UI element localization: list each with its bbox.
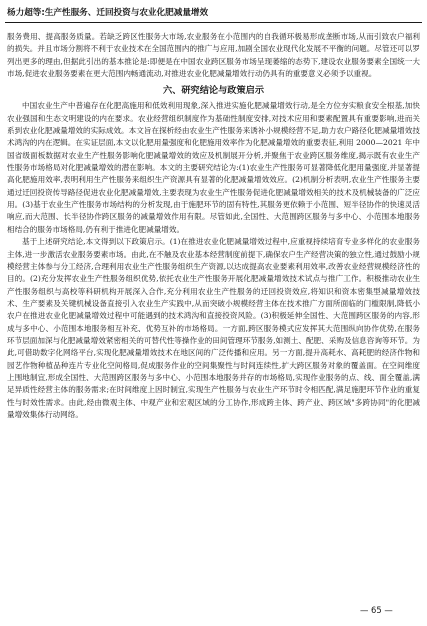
header-rule [5,22,422,23]
section-heading: 六、研究结论与政策启示 [162,85,265,97]
paragraph-policy: 基于上述研究结论,本文得到以下政策启示。(1)在推进农业化肥减量增效过程中,应重视持续培育专业多样化的农业服务主体,进一步激活农业服务要素市场。由此,在不触及农业基本经营制度前提下,确保农户生产经营决策的独立性,通过鼓励小规模经营主体参与分工经济,合理利用农业生产性服务组织生产资源,以达成提高农业要素利用效率,改善农业经营规模经济性的目的。(2)充分发挥农业生产性服务组织优势,依托农业生产性服务开展化肥减量增效技术试点与推广工作。积极推动农业生产性服务组织与高校等科研机构开展深入合作,充分利用农业生产性服务的迁回投资效应,将知识和资本密集型减量增效技术、生产要素及关键机械设备直接引入农业生产实践中,从而突破小规模经营主体在技术推广方面所面临的门槛限制,降低小农户在推进农业化肥减量增效过程中可能遇到的技术鸿沟和直接投资风险。(3)积极延伸全国性、大范围跨区服务的内容,形成与多中心、小范围本地服务相互补充、优势互补的市场格局。一方面,跨区服务模式应发挥其大范围纵向协作优势,在服务环节层面加深与化肥减量增效紧密相关的可替代性等操作业的田间管理环节服务,如测土、配肥、采购及信息咨询等环节。为此,可借助数字化网络平台,实现化肥减量增效技术在地区间的广泛传播和应用。另一方面,提升高耗水、高耗肥的经济作物和园艺作物种植品种连片专业化空间格局,促成服务作业的空间集聚性与时间连续性,扩大跨区服务对象的覆盖面。在空间维度上围地制宜,形成全国性、大范围跨区服务与多中心、小范围本地服务并存的市场格局,实现作业服务的点、线、面全覆盖,满足异质性经营主体的服务需求;在时间维度上因时制宜,实现生产性服务与农业生产环节时令相匹配,满足施肥环节作业的重复性与时效性需求。由此,经由微观主体、中观产业和宏观区域的分工协作,形成跨主体、跨产业、跨区域"多跨协同"的化肥减量增效集体行动网络。 [7,237,421,419]
paragraph-continued: 服务费用、提高服务质量。若缺乏跨区性服务大市场,农业服务在小范围内的自我循环极易形成垄断市场,从而引致农户福利的损失。并且市场分割将不利于农业技术在全国范围内的推广与应用,加剧全国农业现代化发展不平衡的问题。尽管还可以罗列出更多的理由,但据此引出的基本推论是:即便是在中国农业跨区服务市场呈现萎缩的态势下,建设农业服务要素全国统一大市场,促进农业服务要素在更大范围内畅通流动,对推进农业化肥减量增效行动仍具有的重要意义必须予以重视。 [7,32,420,79]
running-header: 杨力超等:生产性服务、迁回投资与农业化肥减量增效 [7,8,209,18]
page-number: — 65 — [360,605,393,615]
article-body [7,31,420,421]
paragraph-conclusions: 中国农业生产中普遍存在化肥高施用和低效利用现象,深入推进实施化肥减量增效行动,是全方位夯实粮食安全根基,加快农业强国和生态文明建设的内在要求。农业经营组织制度作为基础性制度安排,对技术应用和要素配置具有重要影响,进而关系到农业化肥减量增效的实际成效。本文旨在探析经由农业生产性服务来诱补小规模经营不足,助力农户路径化肥减量增效技术鸿沟的内在逻辑。在实证层面,本文以化肥用量强度和化肥施用效率作为化肥减量增效的重要表征,利用 2000—2021 年中国省级面板数据对农业生产性服务影响化肥减量增效的效应及机制展开分析,并聚焦于农业跨区服务维度,揭示既有农业生产性服务市场格局对化肥减量增效的潜在影响。本文的主要研究结论为:(1)农业生产性服务可显著降低化肥用量强度,并显著提高化肥施用效率,表明利用生产性服务来组织生产资源具有显著的化肥减量增效效应。(2)机制分析表明,农业生产性服务主要通过迁回投资传导路径促进农业化肥减量增效,主要表现为农业生产性服务促进化肥减量增效相关的技术及机械装备的广泛应用。(3)基于农业生产性服务市场结构的分析发现,由于施肥环节的固有特性,其服务更依赖于小范围、短半径协作的快速灵活响应,而大范围、长半径协作跨区服务的减量增效作用有限。尽管如此,全国性、大范围跨区服务与多中心、小范围本地服务相结合的服务市场格局,仍有利于推进化肥减量增效。 [7,101,420,234]
